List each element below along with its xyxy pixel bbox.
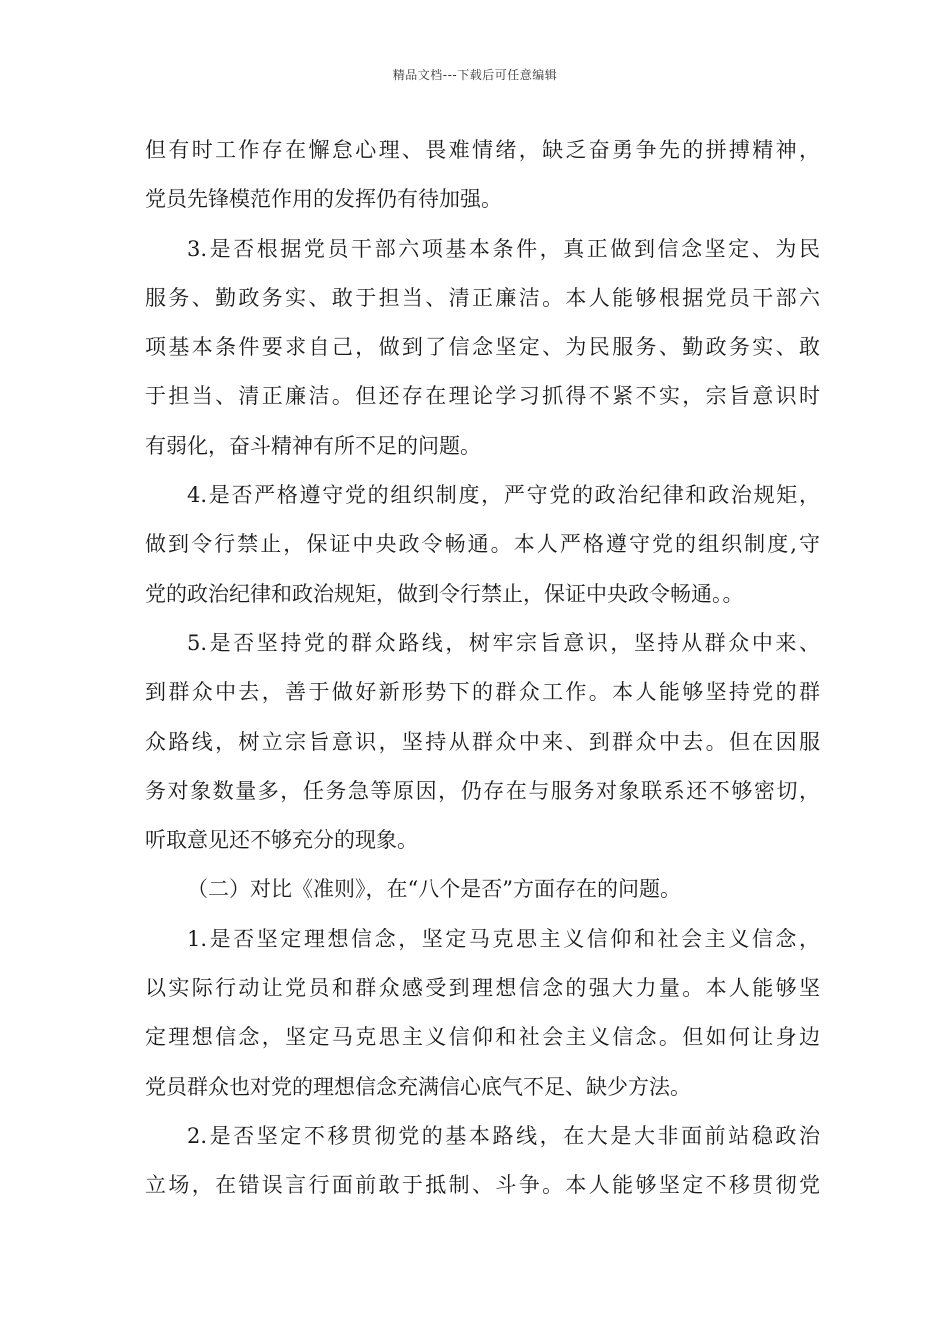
text-line: 务对象数量多，任务急等原因，仍存在与服务对象联系还不够密切， bbox=[145, 778, 820, 803]
text-line: 有弱化，奋斗精神有所不足的问题。 bbox=[145, 433, 481, 458]
text-line: 听取意见还不够充分的现象。 bbox=[145, 828, 418, 853]
section-heading: （二）对比《准则》，在“八个是否”方面存在的问题。 bbox=[187, 877, 681, 902]
text-line: 项基本条件要求自己，做到了信念坚定、为民服务、勤政务实、敢 bbox=[145, 335, 820, 360]
text-line: 2.是否坚定不移贯彻党的基本路线，在大是大非面前站稳政治 bbox=[187, 1123, 820, 1148]
text-line: 众路线，树立宗旨意识，坚持从群众中来、到群众中去。但在因服 bbox=[145, 729, 820, 754]
text-line: 以实际行动让党员和群众感受到理想信念的强大力量。本人能够坚 bbox=[145, 976, 820, 1001]
text-line: 于担当、清正廉洁。但还存在理论学习抓得不紧不实，宗旨意识时 bbox=[145, 384, 820, 409]
text-line: 到群众中去，善于做好新形势下的群众工作。本人能够坚持党的群 bbox=[145, 680, 820, 705]
text-line: 1.是否坚定理想信念，坚定马克思主义信仰和社会主义信念， bbox=[187, 926, 820, 951]
text-line: 5.是否坚持党的群众路线，树牢宗旨意识，坚持从群众中来、 bbox=[187, 630, 820, 655]
text-line: 服务、勤政务实、敢于担当、清正廉洁。本人能够根据党员干部六 bbox=[145, 285, 820, 310]
page-header: 精品文档---下载后可任意编辑 bbox=[392, 68, 558, 82]
text-line: 做到令行禁止，保证中央政令畅通。本人严格遵守党的组织制度,守 bbox=[145, 532, 820, 557]
text-line: 党的政治纪律和政治规矩，做到令行禁止，保证中央政令畅通。。 bbox=[145, 581, 744, 606]
text-line: 立场，在错误言行面前敢于抵制、斗争。本人能够坚定不移贯彻党 bbox=[145, 1173, 820, 1198]
text-line: 党员群众也对党的理想信念充满信心底气不足、缺少方法。 bbox=[145, 1074, 691, 1099]
text-line: 3.是否根据党员干部六项基本条件，真正做到信念坚定、为民 bbox=[187, 236, 820, 261]
text-line: 4.是否严格遵守党的组织制度，严守党的政治纪律和政治规矩， bbox=[187, 483, 820, 508]
text-line: 但有时工作存在懈怠心理、畏难情绪，缺乏奋勇争先的拼搏精神， bbox=[145, 138, 820, 162]
text-line: 党员先锋模范作用的发挥仍有待加强。 bbox=[145, 187, 502, 212]
document-body bbox=[145, 134, 820, 1219]
text-line: 定理想信念，坚定马克思主义信仰和社会主义信念。但如何让身边 bbox=[145, 1025, 820, 1050]
